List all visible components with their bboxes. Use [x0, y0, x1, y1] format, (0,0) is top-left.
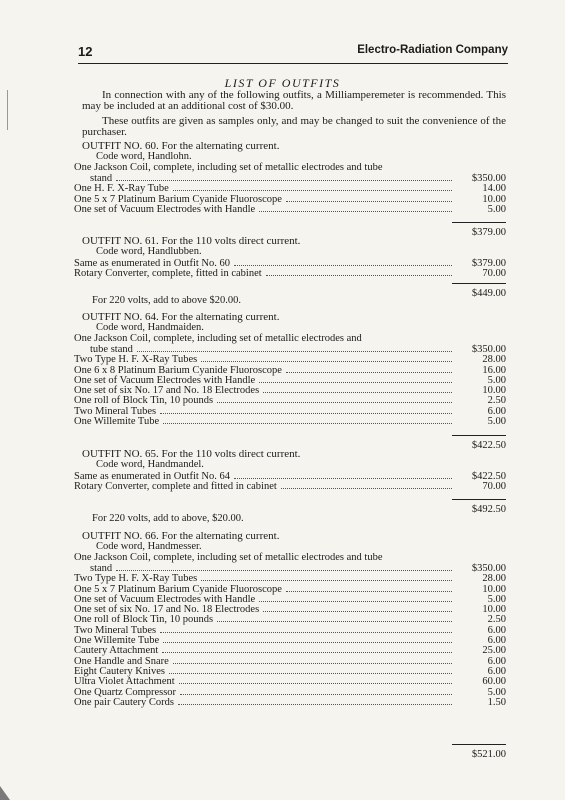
item-row — [74, 614, 506, 624]
intro-paragraph-1 — [82, 90, 506, 112]
item-label: One H. F. X-Ray Tube — [74, 183, 169, 195]
item-label: One roll of Block Tin, 10 pounds — [74, 614, 214, 626]
item-label: Ultra Violet Attachment — [74, 676, 175, 688]
item-label: One 5 x 7 Platinum Barium Cyanide Fluoroscope — [74, 193, 282, 205]
item-price: 5.00 — [487, 593, 506, 605]
company-name: Electro-Radiation Company — [357, 44, 508, 56]
item-row — [74, 604, 506, 614]
dot-leader — [266, 268, 452, 276]
item-price: $350.00 — [471, 562, 506, 574]
dot-leader — [286, 584, 452, 592]
item-price: 28.00 — [482, 573, 506, 585]
item-label: stand — [90, 562, 113, 574]
intro-text-1: In connection with any of the following outfits, a Milliamperemeter is recommended. This may be included at an additional cost of $30.00. — [82, 89, 506, 112]
item-price: 10.00 — [482, 193, 506, 205]
item-label: One set of Vacuum Electrodes with Handle — [74, 374, 256, 386]
item-label: Rotary Converter, complete and fitted in cabinet — [74, 480, 277, 492]
outfit-note: For 220 volts, add to above, $20.00. — [92, 513, 244, 524]
outfit-code-word: Code word, Handlubben. — [96, 245, 202, 257]
item-row — [74, 687, 506, 697]
dot-leader — [180, 687, 452, 695]
item-price: 5.00 — [487, 374, 506, 386]
item-row — [74, 584, 506, 594]
item-row — [74, 697, 506, 707]
dot-leader — [160, 625, 452, 633]
dot-leader — [116, 173, 452, 181]
item-price: 16.00 — [482, 364, 506, 376]
item-price: 28.00 — [482, 354, 506, 366]
item-row — [74, 183, 506, 193]
item-row — [74, 666, 506, 676]
total-rule — [452, 744, 506, 745]
item-price: 70.00 — [482, 480, 506, 492]
item-price: 6.00 — [487, 624, 506, 636]
item-price: 5.00 — [487, 686, 506, 698]
dot-leader — [263, 385, 452, 393]
item-label: One Jackson Coil, complete, including set of metallic electrodes and tube — [74, 551, 383, 563]
item-row — [74, 258, 506, 268]
item-price: 6.00 — [487, 405, 506, 417]
total-rule — [452, 499, 506, 500]
item-row — [74, 625, 506, 635]
outfit-total: $379.00 — [471, 227, 506, 238]
item-row — [90, 173, 506, 183]
outfit-heading: OUTFIT NO. 61. For the 110 volts direct current. — [82, 235, 301, 247]
item-row — [74, 635, 506, 645]
item-row — [74, 334, 506, 344]
item-label: One Willemite Tube — [74, 416, 160, 427]
dot-leader — [116, 563, 452, 571]
dot-leader — [201, 573, 452, 581]
outfit-heading: OUTFIT NO. 60. For the alternating current. — [82, 140, 280, 152]
dot-leader — [137, 344, 452, 352]
intro-paragraph-2 — [82, 116, 506, 138]
outfit-total: $422.50 — [471, 440, 506, 451]
item-row — [74, 594, 506, 604]
dot-leader — [259, 375, 452, 383]
outfit-total: $492.50 — [471, 504, 506, 515]
dot-leader — [173, 183, 452, 191]
item-price: 1.50 — [487, 696, 506, 708]
item-label: One set of six No. 17 and No. 18 Electrodes — [74, 604, 260, 616]
item-row — [74, 645, 506, 655]
item-label: Two Type H. F. X-Ray Tubes — [74, 573, 198, 585]
outfit-total: $449.00 — [471, 288, 506, 299]
item-label: Same as enumerated in Outfit No. 64 — [74, 470, 231, 482]
dot-leader — [263, 604, 452, 612]
dot-leader — [160, 406, 452, 414]
page-header — [78, 44, 508, 62]
item-label: One set of Vacuum Electrodes with Handle — [74, 203, 256, 215]
item-label: One roll of Block Tin, 10 pounds — [74, 395, 214, 407]
item-label: One set of six No. 17 and No. 18 Electrodes — [74, 385, 260, 397]
item-price: $350.00 — [471, 172, 506, 184]
outfit-heading: OUTFIT NO. 64. For the alternating current. — [82, 311, 280, 323]
dot-leader — [281, 481, 452, 489]
item-label: Two Mineral Tubes — [74, 405, 157, 417]
item-price: 14.00 — [482, 183, 506, 195]
dot-leader — [163, 635, 452, 643]
dot-leader — [162, 645, 452, 653]
dot-leader — [286, 194, 452, 202]
item-row — [74, 395, 506, 405]
item-price: 10.00 — [482, 583, 506, 595]
item-price: 6.00 — [487, 655, 506, 667]
item-row — [74, 385, 506, 395]
outfit-heading: OUTFIT NO. 66. For the alternating current. — [82, 530, 280, 542]
item-row — [74, 656, 506, 666]
item-label: One Handle and Snare — [74, 655, 169, 667]
item-label: tube stand — [90, 343, 133, 355]
outfit-heading: OUTFIT NO. 65. For the 110 volts direct current. — [82, 448, 301, 460]
item-row — [74, 471, 506, 481]
scan-corner-mark — [0, 786, 10, 800]
dot-leader — [234, 258, 452, 266]
item-row — [74, 194, 506, 204]
dot-leader — [234, 471, 452, 479]
item-label: One pair Cautery Cords — [74, 696, 175, 708]
outfit-code-word: Code word, Handmesser. — [96, 540, 202, 552]
page-title: LIST OF OUTFITS — [224, 76, 341, 90]
item-price: 5.00 — [487, 203, 506, 215]
item-price: $379.00 — [471, 257, 506, 269]
total-rule — [452, 435, 506, 436]
item-row — [74, 163, 506, 173]
item-price: $422.50 — [471, 470, 506, 482]
item-price: 6.00 — [487, 635, 506, 646]
dot-leader — [201, 354, 452, 362]
dot-leader — [173, 656, 452, 664]
item-price: 6.00 — [487, 665, 506, 677]
item-label: Same as enumerated in Outfit No. 60 — [74, 257, 231, 269]
item-label: Cautery Attachment — [74, 645, 159, 657]
item-price: $350.00 — [471, 343, 506, 355]
item-label: One 6 x 8 Platinum Barium Cyanide Fluoroscope — [74, 364, 282, 376]
item-row — [74, 268, 506, 278]
item-label: One Quartz Compressor — [74, 686, 177, 698]
intro-text-2: These outfits are given as samples only, and may be changed to suit the convenience of the purchaser. — [82, 115, 506, 138]
item-label: Rotary Converter, complete, fitted in cabinet — [74, 267, 262, 279]
item-label: One Jackson Coil, complete, including set of metallic electrodes and tube — [74, 161, 383, 173]
item-row — [90, 563, 506, 573]
item-row — [74, 365, 506, 375]
outfit-code-word: Code word, Handmaiden. — [96, 321, 204, 333]
total-rule — [452, 283, 506, 284]
item-price: 5.00 — [487, 416, 506, 427]
item-row — [74, 204, 506, 214]
item-label: stand — [90, 172, 113, 184]
item-price: 70.00 — [482, 267, 506, 279]
outfit-total: $521.00 — [471, 749, 506, 760]
dot-leader — [259, 594, 452, 602]
page-number: 12 — [78, 44, 93, 59]
item-label: One Willemite Tube — [74, 635, 160, 646]
item-row — [74, 375, 506, 385]
item-price: 25.00 — [482, 645, 506, 657]
outfit-code-word: Code word, Handmandel. — [96, 458, 204, 470]
item-label: Two Type H. F. X-Ray Tubes — [74, 354, 198, 366]
dot-leader — [163, 416, 452, 424]
item-row — [74, 573, 506, 583]
dot-leader — [169, 666, 452, 674]
item-label: One Jackson Coil, complete, including set of metallic electrodes and — [74, 332, 362, 344]
dot-leader — [286, 365, 452, 373]
item-price: 60.00 — [482, 676, 506, 688]
item-row — [74, 553, 506, 563]
item-price: 2.50 — [487, 614, 506, 626]
item-price: 2.50 — [487, 395, 506, 407]
item-label: Two Mineral Tubes — [74, 624, 157, 636]
total-rule — [452, 222, 506, 223]
item-price: 10.00 — [482, 385, 506, 397]
item-row — [74, 416, 506, 426]
item-row — [74, 354, 506, 364]
item-row — [90, 344, 506, 354]
item-row — [74, 406, 506, 416]
item-label: One 5 x 7 Platinum Barium Cyanide Fluoroscope — [74, 583, 282, 595]
header-rule — [78, 63, 508, 64]
dot-leader — [179, 676, 452, 684]
dot-leader — [178, 697, 452, 705]
item-label: One set of Vacuum Electrodes with Handle — [74, 593, 256, 605]
item-label: Eight Cautery Knives — [74, 665, 165, 677]
outfit-code-word: Code word, Handlohn. — [96, 150, 192, 162]
item-row — [74, 676, 506, 686]
item-row — [74, 481, 506, 491]
dot-leader — [259, 204, 452, 212]
dot-leader — [217, 395, 452, 403]
item-price: 10.00 — [482, 604, 506, 616]
dot-leader — [217, 614, 452, 622]
outfit-note: For 220 volts, add to above $20.00. — [92, 295, 242, 306]
margin-mark — [7, 90, 8, 130]
